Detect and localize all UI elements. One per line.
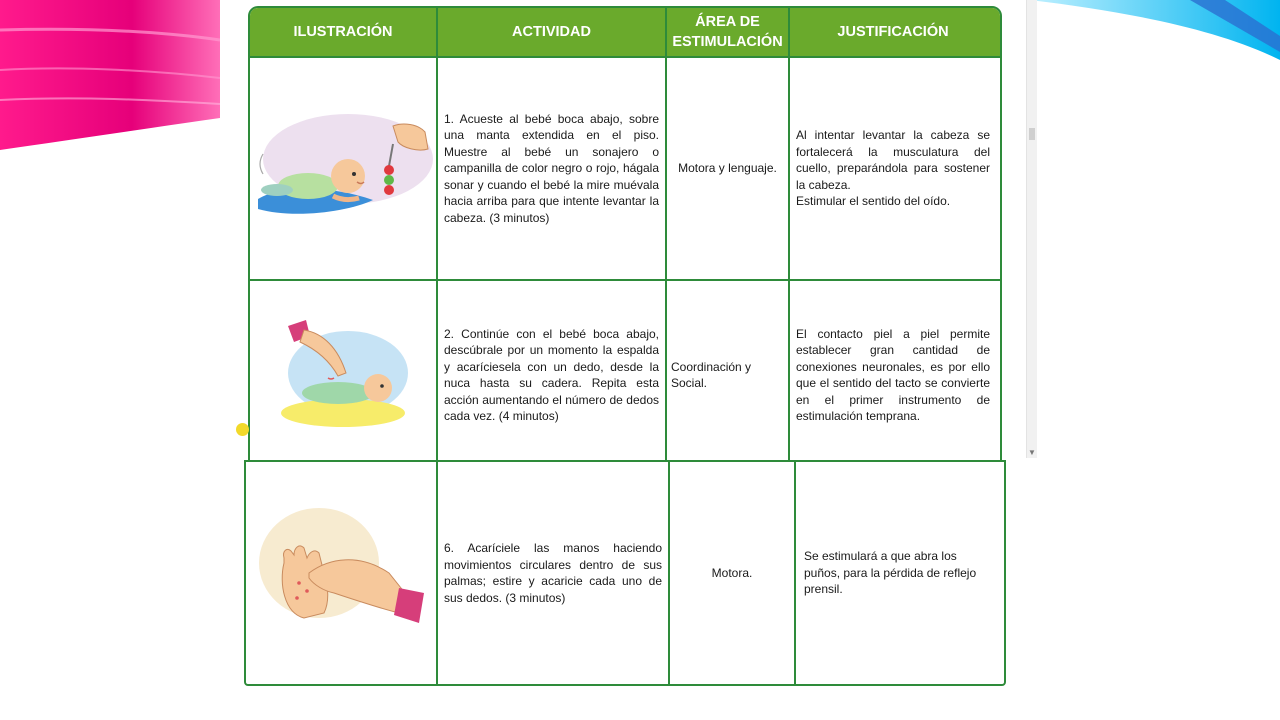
scroll-thumb[interactable]: [1029, 128, 1035, 140]
header-justification: JUSTIFICACIÓN: [837, 24, 949, 40]
illustration-cell: [250, 58, 438, 279]
activity-cell: 1. Acueste al bebé boca abajo, sobre una manta extendida en el piso. Muestre al bebé un sonajero o campanilla de color negro o rojo, hágala sonar y cuando el bebé la mire muévala hacia arriba para que intente levantar la cabeza. (3 minutos): [438, 58, 667, 279]
scrollbar[interactable]: [1026, 0, 1037, 458]
justification-cell: Se estimulará a que abra los puños, para la pérdida de reflejo prensil.: [804, 549, 977, 597]
stimulation-table-continued: [244, 460, 1006, 686]
table-header: [250, 8, 1000, 56]
scroll-down-arrow-icon[interactable]: ▼: [1028, 448, 1036, 457]
header-activity: ACTIVIDAD: [438, 8, 667, 56]
area-cell: Coordinación y Social.: [667, 281, 790, 462]
baby-back-stroke-illustration: [268, 318, 418, 433]
activity-cell: 2. Continúe con el bebé boca abajo, descúbrale por un momento la espalda y acaríciesela con un dedo, desde la nuca hasta su cadera. Repita esta acción aumentando el número de dedos cada vez. (4 minutos): [438, 281, 667, 462]
stimulation-table: [248, 6, 1002, 462]
area-cell: Motora.: [670, 462, 796, 684]
illustration-cell: [250, 281, 438, 462]
table-row: [250, 56, 1000, 279]
area-cell: Motora y lenguaje.: [667, 58, 790, 279]
baby-tummy-rattle-illustration: [253, 104, 433, 234]
decorative-swoosh-left: [0, 0, 220, 150]
table-row: [250, 279, 1000, 462]
header-area: ÁREA DE ESTIMULACIÓN: [667, 8, 790, 56]
justification-cell: Al intentar levantar la cabeza se fortalecerá la musculatura del cuello, preparándola para sostener la cabeza. Estimular el sentido del oído.: [796, 128, 990, 209]
header-illustration: ILUSTRACIÓN: [250, 8, 438, 56]
illustration-cell: [246, 462, 438, 684]
justification-cell: El contacto piel a piel permite establecer gran cantidad de conexiones neuronales, es por ello que el sentido del tacto se convierte en el primer instrumento de estimulación temprana.: [796, 326, 990, 423]
hand-palm-massage-illustration: [249, 503, 434, 643]
activity-cell: 6. Acaríciele las manos haciendo movimientos circulares dentro de sus palmas; estire y acaricie cada uno de sus dedos. (3 minutos): [438, 462, 670, 684]
decorative-yellow-dot: [236, 423, 249, 436]
decorative-swoosh-right: [1020, 0, 1280, 60]
